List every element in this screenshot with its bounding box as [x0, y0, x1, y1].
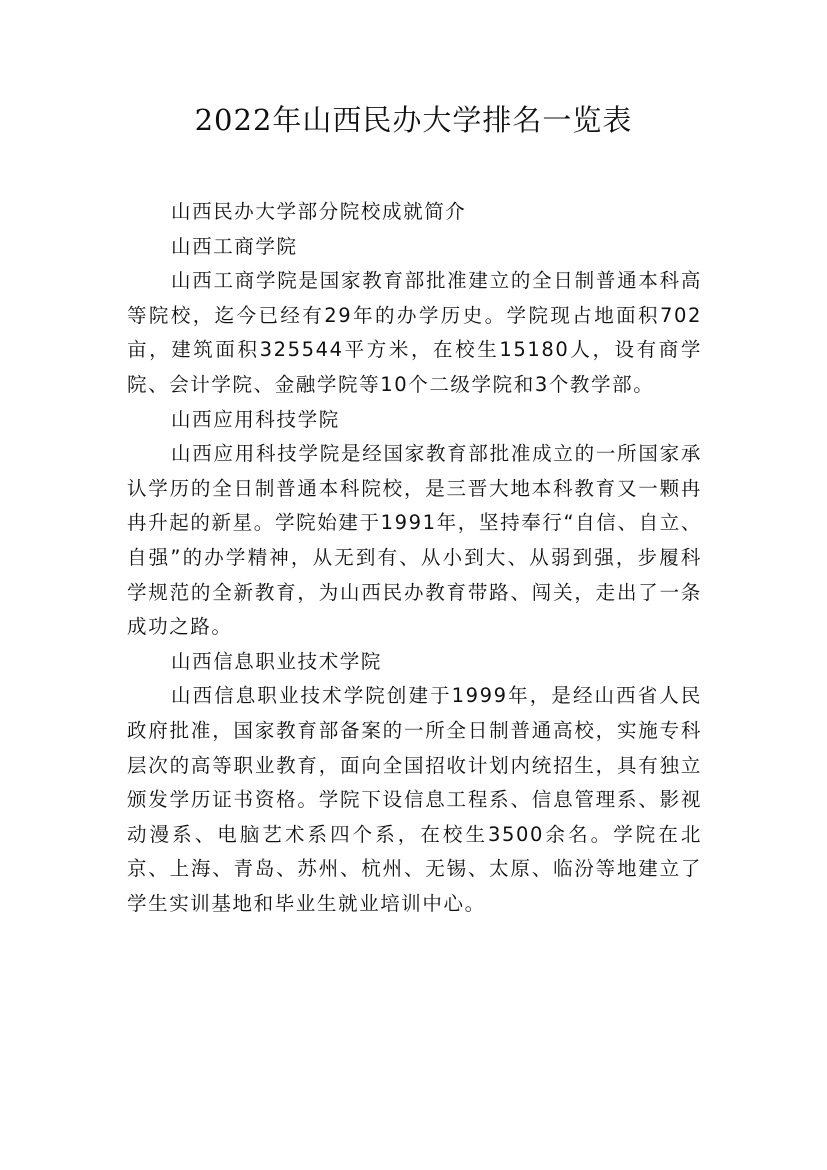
page-title: 2022年山西民办大学排名一览表 — [194, 103, 633, 137]
document-body — [127, 195, 702, 921]
section-heading: 山西工商学院 — [171, 234, 298, 258]
section-paragraph: 山西信息职业技术学院创建于1999年，是经山西省人民政府批准，国家教育部备案的一所全日制普通高校，实施专科层次的高等职业教育，面向全国招收计划内统招生，具有独立颁发学历证书资格。学院下设信息工程系、信息管理系、影视动漫系、电脑艺术系四个系，在校生3500余名。学院在北京、上海、青岛、苏州、杭州、无锡、太原、临汾等地建立了学生实训基地和毕业生就业培训中心。 — [127, 684, 702, 915]
section-heading: 山西应用科技学院 — [171, 407, 340, 431]
section-heading: 山西信息职业技术学院 — [171, 649, 383, 673]
section-paragraph: 山西工商学院是国家教育部批准建立的全日制普通本科高等院校，迄今已经有29年的办学历史。学院现占地面积702亩，建筑面积325544平方米，在校生15180人，设有商学院、会计学院、金融学院等10个二级学院和3个教学部。 — [127, 269, 702, 396]
intro-heading: 山西民办大学部分院校成就简介 — [171, 200, 467, 223]
section-paragraph: 山西应用科技学院是经国家教育部批准成立的一所国家承认学历的全日制普通本科院校，是三晋大地本科教育又一颗冉冉升起的新星。学院始建于1991年，坚持奉行“自信、自立、自强”的办学精神，从无到有、从小到大、从弱到强，步履科学规范的全新教育，为山西民办教育带路、闯关，走出了一条成功之路。 — [127, 442, 702, 639]
